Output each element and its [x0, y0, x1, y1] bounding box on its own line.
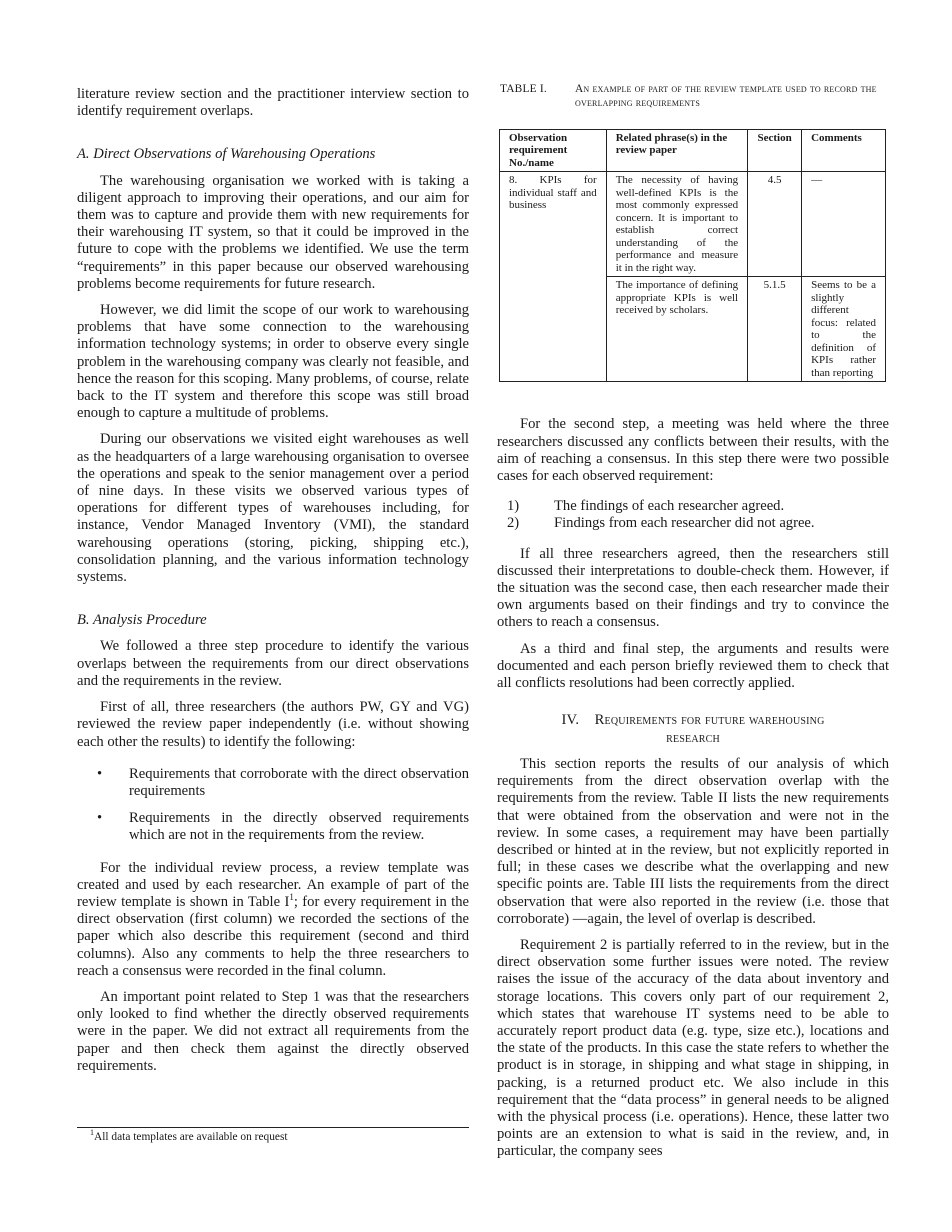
section-a-paragraph-3: During our observations we visited eight warehouses as well as the headquarters of a large warehousing organisation to oversee the operations and speak to the senior management over a period of nine days. In these visits we observed various types of operations for different types of warehouses including, for instance, Vendor Managed Inventory (VMI), the standard warehousing operations (storing, picking, shipping etc.), consolidation planning, and the various information technology systems.	[77, 431, 469, 586]
section-a-heading: A. Direct Observations of Warehousing Operations	[77, 146, 376, 163]
section-number: IV.	[561, 712, 580, 729]
section-iv-paragraph-1: This section reports the results of our analysis of which requirements from the direct observation overlap with the requirements from the review. Table II lists the new requirements that were obtained from the observation and were not in the review. In some cases, a requirement may have been partially described or hinted at in the review, but not explicitly reported in full; in these cases we describe what the overlapping and new specific points are. Table III lists the requirements from the direct observation that were also reported in the review (i.e. those that corroborate) —again, the level of overlap is described.	[497, 755, 889, 927]
section-iv-heading	[497, 712, 889, 747]
footnote-divider	[77, 1127, 469, 1128]
third-step-paragraph: As a third and final step, the arguments and results were documented and each person briefly reviewed them to check that all conflicts resolutions had been correctly applied.	[497, 640, 889, 691]
section-b-paragraph-1: We followed a three step procedure to identify the various overlaps between the requirements from our direct observations and the requirements in the review.	[77, 638, 469, 689]
agreed-paragraph: If all three researchers agreed, then the researchers still discussed their interpretations to double-check them. However, if the situation was the second case, then each researcher made their own arguments based on their findings and try to convince the others to reach a consensus.	[497, 545, 889, 631]
table-caption-text: An example of part of the review template used to record the overlapping requirements	[575, 83, 877, 110]
step1-paragraph: An important point related to Step 1 was that the researchers only looked to find whether the directly observed requirements were in the paper. We did not extract all requirements from the paper and then check them against the directly observed requirements.	[77, 988, 469, 1074]
case-item: 2) Findings from each researcher did not agree.	[507, 515, 815, 532]
requirement-name-cell: 8. KPIs for individual staff and business	[500, 172, 607, 382]
column-header: Comments	[802, 129, 886, 172]
section-a-paragraph-2: However, we did limit the scope of our work to warehousing problems that have some connection to the warehousing information technology systems; in order to observe every single problem in the warehousing company was clearly not feasible, and hence the reason for this scoping. Many problems, of course, relate back to the IT system and therefore this scope was still broad enough to capture a multitude of problems.	[77, 302, 469, 422]
review-template-paragraph: For the individual review process, a review template was created and used by each researcher. An example of part of the review template is shown in Table $I^1$; for every requirement in the direct observation (first column) we recorded the sections of the paper which also describe this requirement (second and third columns). Also any comments to help the three researchers to reach a consensus were recorded in the final column.	[77, 859, 469, 979]
phrase-cell: The importance of defining appropriate KPIs is well received by scholars.	[606, 277, 747, 382]
column-header: Related phrase(s) in the review paper	[606, 129, 747, 172]
footnote-ref[interactable]: 1	[289, 892, 294, 903]
section-b-heading: B. Analysis Procedure	[77, 612, 207, 629]
comment-cell: —	[802, 172, 886, 277]
column-header: Observation requirement No./name	[500, 129, 607, 172]
table-label: TABLE I.	[500, 83, 547, 95]
review-template-table	[499, 129, 886, 383]
left-column	[77, 86, 469, 1075]
footnote: $^1$All data templates are available on request	[90, 1128, 288, 1143]
section-b-paragraph-2: First of all, three researchers (the authors PW, GY and VG) reviewed the review paper independently (i.e. without showing each other the results) to identify the following:	[77, 699, 469, 750]
table-caption	[497, 82, 889, 111]
table-header-row	[500, 129, 886, 172]
section-cell: 5.1.5	[748, 277, 802, 382]
intro-paragraph: literature review section and the practitioner interview section to identify requirement overlaps.	[77, 86, 469, 120]
section-title-line2: research	[666, 729, 720, 746]
phrase-cell: The necessity of having well-defined KPIs is the most commonly expressed concern. It is important to establish correct understanding of the performance and measure it in the right way.	[606, 172, 747, 277]
bullet-item: • Requirements in the directly observed requirements which are not in the requirements from the review.	[77, 810, 469, 844]
section-cell: 4.5	[748, 172, 802, 277]
section-a-paragraph-1: The warehousing organisation we worked with is taking a diligent approach to improving their operations, and our aim for them was to capture and provide them with new requirements for their warehousing IT system, so that it could be improved in the future to cope with the problems we identified. We use the term “requirements” in this paper because our observed warehousing problems become requirements for future research.	[77, 172, 469, 292]
column-header: Section	[748, 129, 802, 172]
second-step-paragraph: For the second step, a meeting was held where the three researchers discussed any conflicts between their results, with the aim of reaching a consensus. In this step there were two possible cases for each observed requirement:	[497, 416, 889, 484]
identification-list	[77, 766, 469, 845]
section-title-line1: Requirements for future warehousing	[594, 712, 825, 729]
table-row	[500, 172, 886, 277]
comment-cell: Seems to be a slightly different focus: related to the definition of KPIs rather than reporting	[802, 277, 886, 382]
right-column	[497, 82, 889, 1161]
bullet-item: • Requirements that corroborate with the direct observation requirements	[77, 766, 469, 800]
cases-list	[497, 498, 889, 532]
case-item: 1) The findings of each researcher agreed.	[507, 498, 785, 515]
section-iv-paragraph-2: Requirement 2 is partially referred to in the review, but in the direct observation some further issues were noted. The review raises the issue of the accuracy of the data about inventory and storage locations. This covers only part of our requirement 2, which states that warehouse IT systems need to be able to accurately report product data (e.g. type, size etc.), locations and the state of the products. In this case the state refers to whether the product is in storage, in shipping and what stage in shipping, in packing, is a returned product etc. We also include in this requirement that the “data process” in general needs to be aligned with the physical process (i.e. operations). Hence, these latter two points are an extension to what is said in the review, and, in particular, the company sees	[497, 937, 889, 1160]
